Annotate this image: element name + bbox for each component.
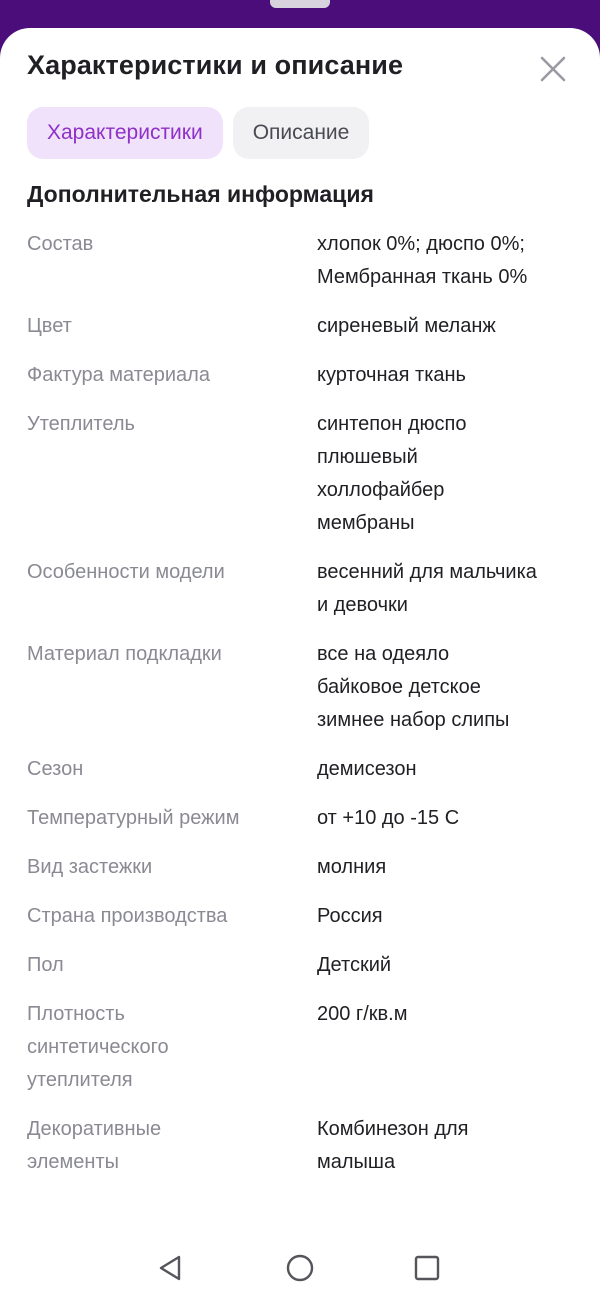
spec-value: хлопок 0%; дюспо 0%; Мембранная ткань 0%: [317, 233, 528, 288]
spec-label: Температурный режим: [27, 807, 240, 829]
spec-row: [27, 408, 587, 540]
spec-value: весенний для мальчика и девочки: [317, 561, 537, 616]
spec-label: Вид застежки: [27, 856, 153, 878]
section-title: Дополнительная информация: [27, 181, 374, 207]
spec-label: Цвет: [27, 315, 72, 337]
spec-label: Состав: [27, 233, 94, 255]
spec-value: Детский: [317, 954, 392, 976]
spec-row: [27, 998, 587, 1097]
spec-label: Материал подкладки: [27, 643, 222, 665]
close-button[interactable]: [534, 50, 572, 88]
spec-value: все на одеяло байковое детское зимнее набор слипы: [317, 643, 510, 731]
nav-recents-button[interactable]: [407, 1248, 447, 1288]
nav-back-button[interactable]: [150, 1248, 190, 1288]
spec-row: [27, 802, 587, 835]
spec-label: Плотность синтетического утеплителя: [27, 1003, 169, 1091]
spec-row: [27, 949, 587, 982]
spec-row: [27, 753, 587, 786]
spec-value: молния: [317, 856, 387, 878]
spec-value: демисезон: [317, 758, 417, 780]
spec-label: Страна производства: [27, 905, 228, 927]
sheet-drag-handle[interactable]: [270, 0, 330, 8]
nav-home-button[interactable]: [280, 1248, 320, 1288]
spec-row: [27, 359, 587, 392]
spec-label: Особенности модели: [27, 561, 225, 583]
spec-row: [27, 900, 587, 933]
sheet-title: Характеристики и описание: [27, 50, 404, 80]
spec-value: Россия: [317, 905, 383, 927]
spec-label: Декоративные элементы: [27, 1118, 162, 1173]
spec-row: [27, 638, 587, 737]
spec-value: курточная ткань: [317, 364, 466, 386]
spec-value: сиреневый меланж: [317, 315, 496, 337]
spec-row: [27, 851, 587, 884]
tab-description[interactable]: Описание: [233, 107, 370, 159]
tabs: [27, 107, 369, 159]
spec-label: Сезон: [27, 758, 84, 780]
spec-value: 200 г/кв.м: [317, 1003, 408, 1025]
spec-label: Утеплитель: [27, 413, 135, 435]
close-icon: [539, 55, 567, 83]
spec-label: Пол: [27, 954, 64, 976]
spec-list: [27, 228, 587, 1195]
spec-row: [27, 556, 587, 622]
bottom-sheet: [0, 28, 600, 1299]
spec-value: Комбинезон для малыша: [317, 1118, 469, 1173]
tab-characteristics[interactable]: Характеристики: [27, 107, 223, 159]
system-nav-bar: [0, 1236, 600, 1299]
recents-square-icon: [413, 1254, 441, 1282]
spec-row: [27, 310, 587, 343]
home-circle-icon: [285, 1253, 315, 1283]
spec-label: Фактура материала: [27, 364, 210, 386]
spec-row: [27, 1113, 587, 1179]
spec-row: [27, 228, 587, 294]
spec-value: синтепон дюспо плюшевый холлофайбер мембраны: [317, 413, 467, 534]
spec-value: от +10 до -15 С: [317, 807, 460, 829]
back-triangle-icon: [157, 1254, 183, 1282]
